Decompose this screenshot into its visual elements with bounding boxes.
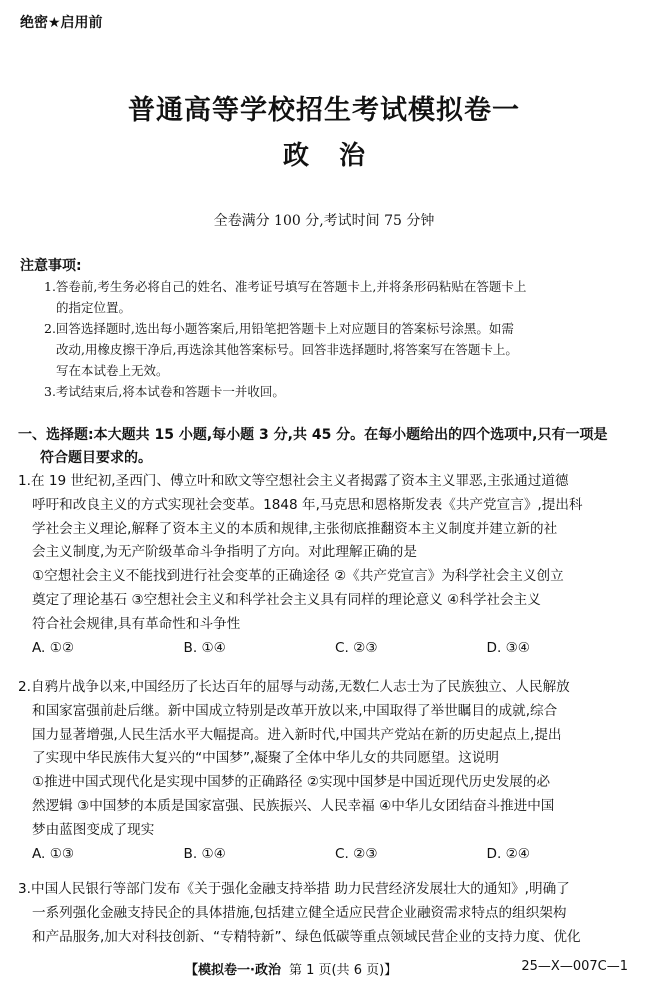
score-time-line: 全卷满分 100 分,考试时间 75 分钟 [213,213,435,229]
question-line: 和产品服务,加大对科技创新、“专精特新”、绿色低碳等重点领域民营企业的支持力度、优化 [32,928,581,945]
footer-center [185,959,397,978]
question-line: 梦由蓝图变成了现实 [32,821,155,838]
question-line: 一系列强化金融支持民企的具体措施,包括建立健全适应民营企业融资需求特点的组织架构 [32,904,567,921]
option-d: D. ②④ [486,845,530,862]
exam-title: 普通高等学校招生考试模拟卷一 [128,95,520,126]
question-line: 奠定了理论基石 ③空想社会主义和科学社会主义具有同样的理论意义 ④科学社会主义 [32,591,541,608]
notice-line: 的指定位置。 [56,300,132,315]
question-line: 学社会主义理论,解释了资本主义的本质和规律,主张彻底推翻资本主义制度并建立新的社 [32,520,558,537]
notice-line: 写在本试卷上无效。 [56,363,169,378]
page-footer [0,959,648,981]
question-1 [18,470,638,660]
question-line: 然逻辑 ③中国梦的本质是国家富强、民族振兴、人民幸福 ④中华儿女团结奋斗推进中国 [32,797,555,814]
question-3 [18,878,638,949]
question-line: 了实现中华民族伟大复兴的“中国梦”,凝聚了全体中华儿女的共同愿望。这说明 [32,750,499,767]
answer-options [18,637,638,661]
option-b: B. ①④ [183,639,226,656]
question-line: 会主义制度,为无产阶级革命斗争指明了方向。对此理解正确的是 [32,544,417,561]
question-line: 国力显著增强,人民生活水平大幅提高。进入新时代,中国共产党站在新的历史起点上,提出 [32,726,562,743]
answer-options [18,843,638,867]
option-a: A. ①③ [32,845,75,862]
notice-line: 改动,用橡皮擦干净后,再选涂其他答案标号。回答非选择题时,将答案写在答题卡上。 [56,342,518,357]
footer-page-number: 第 1 页(共 6 页)】 [288,963,398,978]
option-c: C. ②③ [335,845,378,862]
option-b: B. ①④ [183,845,226,862]
subject-title: 政治 [282,141,395,171]
notice-heading: 注意事项: [20,258,82,274]
option-d: D. ③④ [486,639,530,656]
question-line: ①推进中国式现代化是实现中国梦的正确路径 ②实现中国梦是中国近现代历史发展的必 [32,774,551,791]
option-c: C. ②③ [335,639,378,656]
question-line: 符合社会规律,具有革命性和斗争性 [32,615,241,632]
question-line: 2.自鸦片战争以来,中国经历了长达百年的屈辱与动荡,无数仁人志士为了民族独立、人民解放 [18,679,570,695]
question-line: 1.在 19 世纪初,圣西门、傅立叶和欧文等空想社会主义者揭露了资本主义罪恶,主张通过道德 [18,473,569,489]
notice-list [44,276,634,402]
notice-line: 3.考试结束后,将本试卷和答题卡一并收回。 [44,384,285,399]
section-heading [18,424,638,470]
section-heading-line: 一、选择题:本大题共 15 小题,每小题 3 分,共 45 分。在每小题给出的四个选项中,只有一项是 [18,427,608,443]
question-line: 呼吁和改良主义的方式实现社会变革。1848 年,马克思和恩格斯发表《共产党宣言》,提出科 [32,496,583,513]
footer-title: 【模拟卷一·政治 [185,963,281,978]
notice-line: 1.答卷前,考生务必将自己的姓名、准考证号填写在答题卡上,并将条形码粘贴在答题卡上 [44,279,527,294]
notice-line: 2.回答选择题时,选出每小题答案后,用铅笔把答题卡上对应题目的答案标号涂黑。如需 [44,321,514,336]
option-a: A. ①② [32,639,75,656]
confidential-label: 绝密★启用前 [20,15,103,31]
footer-code: 25—X—007C—1 [521,959,628,974]
question-line: ①空想社会主义不能找到进行社会变革的正确途径 ②《共产党宣言》为科学社会主义创立 [32,568,564,585]
question-2 [18,676,638,866]
question-line: 和国家富强前赴后继。新中国成立特别是改革开放以来,中国取得了举世瞩目的成就,综合 [32,702,558,719]
section-heading-line: 符合题目要求的。 [40,450,152,466]
question-line: 3.中国人民银行等部门发布《关于强化金融支持举措 助力民营经济发展壮大的通知》,明确了 [18,881,570,897]
